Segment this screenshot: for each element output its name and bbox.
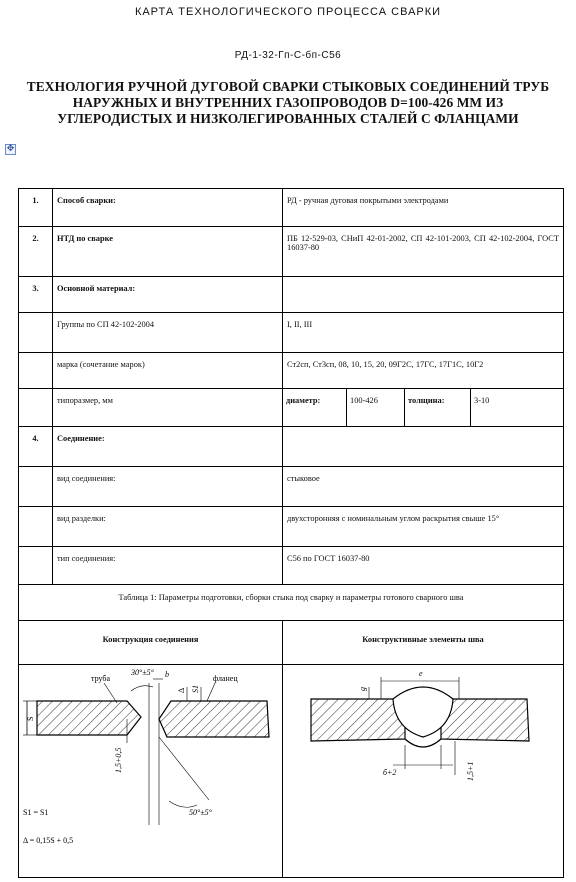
main-title-line-1: ТЕХНОЛОГИЯ РУЧНОЙ ДУГОВОЙ СВАРКИ СТЫКОВЫХ СОЕДИНЕНИЙ ТРУБ — [26, 79, 550, 94]
table-row — [19, 189, 563, 227]
gap-label: b — [165, 670, 169, 679]
row-number — [19, 313, 53, 352]
row-value — [283, 277, 563, 312]
pipe-label: труба — [91, 674, 111, 683]
row-label: вид разделки: — [53, 507, 283, 546]
left-plate-section — [311, 699, 405, 741]
row-number — [19, 467, 53, 506]
weld-elements-cell — [283, 665, 563, 877]
table-row — [19, 467, 563, 507]
formula-delta: Δ = 0,15S + 0,5 — [23, 836, 74, 845]
main-title — [10, 79, 566, 127]
table-row — [19, 389, 563, 427]
row-label: тип соединения: — [53, 547, 283, 584]
row-value: РД - ручная дуговая покрытыми электродами — [287, 196, 449, 205]
joint-construction-cell — [19, 665, 283, 877]
table-move-handle-icon[interactable]: ✥ — [6, 144, 15, 154]
right-plate-section — [441, 699, 529, 741]
row-value: С56 по ГОСТ 16037-80 — [287, 554, 370, 563]
main-title-line-3: УГЛЕРОДИСТЫХ И НИЗКОЛЕГИРОВАННЫХ СТАЛЕЙ С ФЛАНЦАМИ — [57, 111, 519, 126]
weld-elements-drawing — [283, 665, 563, 877]
main-title-line-2: НАРУЖНЫХ И ВНУТРЕННИХ ГАЗОПРОВОДОВ D=100-426 ММ ИЗ — [72, 95, 504, 110]
h-label: 1,5+1 — [466, 761, 475, 781]
row-label: марка (сочетание марок) — [53, 353, 283, 388]
weld-root — [405, 739, 441, 747]
root-face-label: 1,5+0,5 — [114, 747, 123, 773]
joint-construction-caption: Конструкция соединения — [19, 621, 283, 664]
e-label: e — [419, 669, 423, 678]
b-label: б+2 — [383, 768, 397, 777]
delta-label: Δ — [177, 687, 186, 693]
table-row — [19, 227, 563, 277]
table-row — [19, 353, 563, 389]
table-row — [19, 547, 563, 585]
row-label: НТД по сварке — [53, 227, 283, 276]
thickness-label: толщина: — [405, 389, 471, 426]
row-value: стыковое — [287, 474, 320, 483]
row-number — [19, 389, 53, 426]
table-caption: Таблица 1: Параметры подготовки, сборки стыка под сварку и параметры готового сварного шва — [118, 593, 464, 602]
row-label: Основной материал: — [53, 277, 283, 312]
formula-s1: S1 = S1 — [23, 808, 49, 817]
row-number: 4. — [19, 427, 53, 466]
table-caption-row — [19, 585, 563, 621]
process-table — [18, 188, 564, 878]
thickness-value: 3-10 — [474, 396, 490, 405]
diameter-value: 100-426 — [347, 389, 405, 426]
diameter-label: диаметр: — [283, 389, 347, 426]
row-value: Ст2сп, Ст3сп, 08, 10, 15, 20, 09Г2С, 17ГС, 17Г1С, 10Г2 — [287, 360, 484, 369]
table-row — [19, 277, 563, 313]
row-label: Способ сварки: — [53, 189, 283, 226]
row-number: 3. — [19, 277, 53, 312]
row-value — [283, 427, 563, 466]
row-number — [19, 547, 53, 584]
pipe-section — [37, 701, 141, 735]
s-dimension-label: S — [26, 716, 35, 721]
row-number — [19, 507, 53, 546]
row-label: типоразмер, мм — [53, 389, 283, 426]
row-number: 2. — [19, 227, 53, 276]
row-value: I, II, III — [287, 320, 313, 329]
s1-label: S1 — [191, 685, 200, 693]
weld-elements-caption: Конструктивные элементы шва — [362, 635, 484, 644]
table-row — [19, 507, 563, 547]
table-row — [19, 313, 563, 353]
drawing-header-row — [19, 621, 563, 665]
bottom-angle-label: 50°±5° — [189, 808, 212, 817]
row-label: вид соединения: — [53, 467, 283, 506]
document-code: РД-1-32-Гп-С-бп-С56 — [234, 50, 342, 61]
row-value: ПБ 12-529-03, СНиП 42-01-2002, СП 42-101-2003, СП 42-102-2004, ГОСТ 16037-80 — [287, 234, 559, 252]
table-row — [19, 427, 563, 467]
card-title: КАРТА ТЕХНОЛОГИЧЕСКОГО ПРОЦЕССА СВАРКИ — [134, 6, 442, 18]
top-angle-label: 30°±5° — [131, 668, 154, 677]
row-number — [19, 353, 53, 388]
row-number: 1. — [19, 189, 53, 226]
g-label: g — [358, 687, 367, 691]
row-label: Соединение: — [53, 427, 283, 466]
row-label: Группы по СП 42-102-2004 — [53, 313, 283, 352]
flange-section — [159, 701, 269, 737]
row-value: двухсторонняя с номинальным углом раскрытия свыше 15° — [287, 514, 500, 523]
joint-construction-drawing — [19, 665, 282, 877]
flange-label: фланец — [213, 674, 238, 683]
